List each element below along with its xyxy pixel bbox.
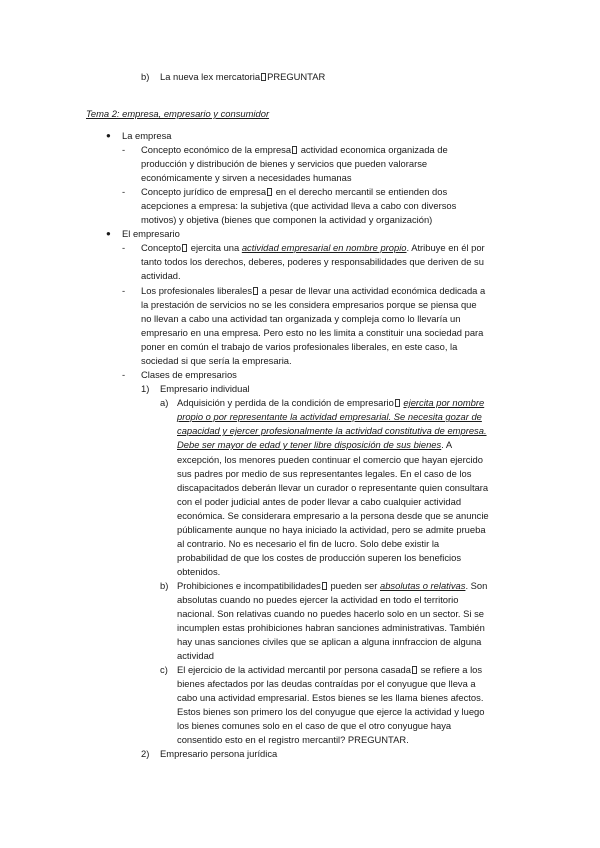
item-empresario-individual: Empresario individual [160, 383, 250, 394]
placeholder-glyph-icon [412, 666, 417, 674]
text-line: poner en común el trabajo de varios profesionales liberales, en este caso, la [141, 341, 458, 352]
text-line: discapacitados deberán llevar un curador o representante quien consultara [177, 482, 489, 493]
text-line: sus padres por medio de sus representantes legales. En el caso de los [177, 468, 472, 479]
placeholder-glyph-icon [182, 244, 187, 252]
item-profesionales-liberales: Los profesionales liberales a pesar de llevar una actividad económica dedicada a [141, 285, 486, 296]
list-marker-1: 1) [141, 383, 150, 394]
underlined-line: capacidad y ejercer profesionalmente la actividad constitutiva de empresa. [177, 425, 487, 436]
text-line: actividad [177, 650, 215, 661]
item-persona-casada: El ejercicio de la actividad mercantil por persona casada se refiere a los [177, 664, 483, 675]
item-concepto-economico: Concepto económico de la empresa actividad economica organizada de [141, 144, 448, 155]
item-concepto-juridico: Concepto jurídico de empresa en el derecho mercantil se entienden dos [141, 186, 448, 197]
text-line: actividad. [141, 270, 181, 281]
text-line: motivos) y objetiva (bienes que componen la actividad y organización) [141, 214, 433, 225]
text-line: absolutas cuando no puedes ejercer la actividad en todo el territorio [177, 594, 459, 605]
list-marker-2: 2) [141, 748, 150, 759]
dash-icon: - [122, 369, 126, 380]
text-line: la prestación de servicios no se les considera empresarios porque se piensa que [141, 299, 477, 310]
list-marker-c: c) [160, 664, 168, 675]
section-heading: Tema 2: empresa, empresario y consumidor [86, 108, 270, 119]
text-line: los bienes comunes solo en el caso de que el otro conyugue haya [177, 720, 452, 731]
text-line: con el poder judicial antes de poder llevar a cabo cualquier actividad [177, 496, 462, 507]
text-line: nacional. Son relativas cuando no puedes hacerlo solo en un sector. Si se [177, 608, 484, 619]
text-line: acepciones a empresa: la subjetiva (que actividad lleva a cabo con diversos [141, 200, 457, 211]
text-line: bienes afectados por las deudas contraídas por el conyugue que lleva a [177, 678, 476, 689]
text-line: probabilidad de que los costes de producción superen los beneficios [177, 552, 462, 563]
placeholder-glyph-icon [253, 287, 258, 295]
text-line: hay unas sanciones civiles que se aplican a alguna innfraccion de alguna [177, 636, 482, 647]
text-line: al contrario. No es necesario el fin de lucro. Solo debe existir la [177, 538, 440, 549]
bullet-la-empresa: La empresa [122, 130, 172, 141]
placeholder-glyph-icon [267, 188, 272, 196]
placeholder-glyph-icon [322, 582, 327, 590]
item-empresario-persona-juridica: Empresario persona jurídica [160, 748, 278, 759]
item-concepto: Concepto ejercita una actividad empresarial en nombre propio. Atribuye en él por [141, 242, 485, 253]
dash-icon: - [122, 144, 126, 155]
text-line: públicamente aunque no haya iniciado la actividad, pero se admite prueba [177, 524, 486, 535]
bullet-el-empresario: El empresario [122, 228, 180, 239]
text-line: consentido esto en el registro mercantil? PREGUNTAR. [177, 734, 409, 745]
text-line: Debe ser mayor de edad y tener libre disposición de sus bienes. A [177, 439, 453, 450]
dash-icon: - [122, 285, 126, 296]
dash-icon: - [122, 186, 126, 197]
item-clases-empresarios: Clases de empresarios [141, 369, 237, 380]
placeholder-glyph-icon [395, 399, 400, 407]
text-line: sociedad si que sería la empresaria. [141, 355, 292, 366]
bullet-icon: ● [106, 229, 111, 238]
text-line: incumplen estas prohibiciones habran sanciones administrativas. También [177, 622, 485, 633]
item-adquisicion: Adquisición y perdida de la condición de empresario ejercita por nombre [177, 397, 485, 408]
text-line: económicamente y sirven a necesidades humanas [141, 172, 352, 183]
placeholder-glyph-icon [261, 73, 266, 81]
text-line: Estos bienes son primero los del conyugue que ejerce la actividad y luego [177, 706, 485, 717]
list-marker-b: b) [160, 580, 169, 591]
text-line: tanto todos los derechos, deberes, poderes y responsabilidades que deriven de su [141, 256, 484, 267]
text-line: económica. Se considerara empresario a la persona desde que se anuncie [177, 510, 489, 521]
text-line: empresario en una empresa. Pero esto no les limita a constituir una sociedad para [141, 327, 484, 338]
list-marker-b: b) [141, 71, 150, 82]
list-marker-a: a) [160, 397, 169, 408]
text-line: excepción, los menores pueden continuar el comercio que hayan ejercido [177, 454, 483, 465]
text-line: producción y distribución de bienes y servicios que pueden valorarse [141, 158, 428, 169]
placeholder-glyph-icon [292, 146, 297, 154]
text-line: no llevan a cabo una actividad tan organizada y compleja como lo llevaría un [141, 313, 461, 324]
dash-icon: - [122, 242, 126, 253]
bullet-icon: ● [106, 131, 111, 140]
text-line: cabo una actividad empresarial. Estos bienes se les llama bienes afectos. [177, 692, 484, 703]
list-item-lex-mercatoria: La nueva lex mercatoria PREGUNTAR [160, 71, 326, 82]
text-line: obtenidos. [177, 566, 221, 577]
item-prohibiciones: Prohibiciones e incompatibilidades pueden ser absolutas o relativas. Son [177, 580, 488, 591]
underlined-line: propio o por representante la actividad empresarial. Se necesita gozar de [177, 411, 482, 422]
